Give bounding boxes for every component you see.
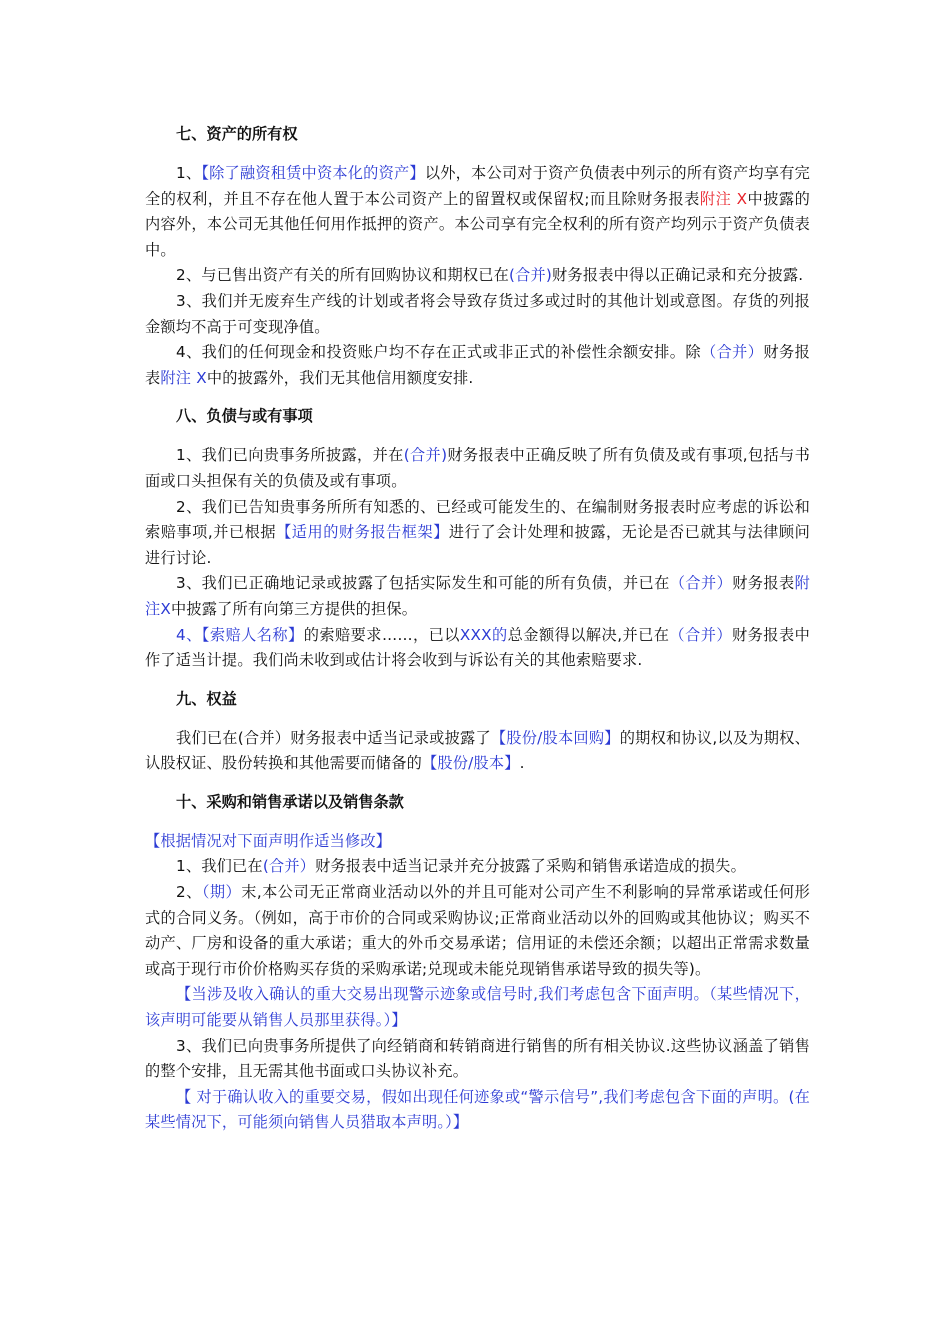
text: 的索赔要求……，已以 bbox=[303, 625, 460, 644]
section-heading-7: 七、资产的所有权 bbox=[176, 125, 298, 143]
sec8-para-3 bbox=[145, 571, 810, 622]
text: 4、我们的任何现金和投资账户均不存在正式或非正式的补偿性余额安排。除 bbox=[176, 343, 701, 362]
text: 财务报表 bbox=[732, 574, 795, 593]
text: 的期权和协议,以及为期权、认股权证、股份转换和其他需要而储备的 bbox=[145, 728, 810, 773]
text: 总金额得以解决,并已在 bbox=[507, 625, 670, 644]
sec10-para-1 bbox=[145, 854, 810, 880]
text: . bbox=[519, 754, 525, 773]
text: 3、我们已正确地记录或披露了包括实际发生和可能的所有负债，并已在 bbox=[176, 574, 670, 593]
sec9-para-1 bbox=[145, 726, 810, 777]
placeholder-text: 【除了融资租赁中资本化的资产】 bbox=[201, 164, 425, 182]
sec8-para-4 bbox=[145, 623, 810, 674]
text: 2、与已售出资产有关的所有回购协议和期权已在 bbox=[176, 266, 510, 285]
text: 财务报表中得以正确记录和充分披露. bbox=[552, 266, 804, 285]
note-reference: 附注X bbox=[145, 574, 810, 618]
text: 财务报表中作了适当计提。我们尚未收到或估计将会收到与诉讼有关的其他索赔要求. bbox=[145, 625, 810, 670]
sec10-para-3: 3、我们已向贵事务所提供了向经销商和转销商进行销售的所有相关协议.这些协议涵盖了销售的整个安排，且无需其他书面或口头协议补充。 bbox=[145, 1036, 810, 1081]
placeholder-text: 【适用的财务报告框架】 bbox=[276, 523, 449, 542]
sec7-para-1 bbox=[145, 161, 810, 263]
sec10-para-2 bbox=[145, 880, 810, 982]
sec8-para-1 bbox=[145, 443, 810, 494]
placeholder-text: (合并） bbox=[262, 857, 316, 876]
document-page bbox=[145, 122, 810, 1136]
text: 以外，本公司对于资产负债表中列示的所有资产均享有完全的权利，并且不存在他人置于本公司资产上的留置权或保留权;而且除财务报表 bbox=[145, 164, 810, 208]
placeholder-text: (合并) bbox=[509, 266, 553, 285]
sec7-para-4 bbox=[145, 340, 810, 391]
placeholder-text: 【股份/股本回购】 bbox=[490, 728, 620, 747]
section-heading-8: 八、负债与或有事项 bbox=[176, 407, 313, 426]
text: 1、我们已在 bbox=[176, 857, 263, 876]
note-reference: 附注 X bbox=[699, 189, 748, 208]
placeholder-text: （期） bbox=[201, 883, 242, 902]
sec10-note-1: 【根据情况对下面声明作适当修改】 bbox=[145, 831, 392, 850]
sec7-para-3: 3、我们并无废弃生产线的计划或者将会导致存货过多或过时的其他计划或意图。存货的列报金额均不高于可变现净值。 bbox=[145, 291, 810, 336]
sec7-para-2 bbox=[145, 263, 810, 289]
text: 1、我们已向贵事务所披露，并在 bbox=[176, 446, 404, 465]
placeholder-text: 【股份/股本】 bbox=[421, 754, 520, 773]
text: 中披露了所有向第三方提供的担保。 bbox=[171, 599, 418, 618]
placeholder-text: (合并) bbox=[403, 446, 448, 465]
note-reference: 附注 X bbox=[160, 368, 207, 387]
text: 2、 bbox=[176, 883, 202, 902]
text: 末,本公司无正常商业活动以外的并且可能对公司产生不利影响的异常承诺或任何形式的合同义务。（例如，高于市价的合同或采购协议;正常商业活动以外的回购或其他协议；购买不动产、厂房和设备的重大承诺；重大的外币交易承诺；信用证的未偿还余额；以超出正常需求数量或高于现行市价价格购买存货的采购承诺;兑现或未能兑现销售承诺导致的损失等)。 bbox=[145, 883, 810, 978]
sec8-para-2 bbox=[145, 495, 810, 572]
placeholder-text: XXX的 bbox=[459, 625, 508, 644]
text: 进行了会计处理和披露，无论是否已就其与法律顾问进行讨论. bbox=[145, 523, 810, 567]
section-heading-10: 十、采购和销售承诺以及销售条款 bbox=[176, 792, 404, 811]
placeholder-text: （合并） bbox=[700, 343, 764, 362]
text: 中披露的内容外，本公司无其他任何用作抵押的资产。本公司享有完全权利的所有资产均列示于资产负债表中。 bbox=[145, 189, 810, 259]
text: 财务报表 bbox=[145, 343, 810, 387]
text: 中的披露外，我们无其他信用额度安排. bbox=[206, 368, 474, 387]
text: 2、我们已告知贵事务所所有知悉的、已经或可能发生的、在编制财务报表时应考虑的诉讼和索赔事项,并已根据 bbox=[145, 497, 810, 542]
placeholder-text: （合并） bbox=[669, 625, 733, 644]
section-heading-9: 九、权益 bbox=[176, 689, 237, 708]
text: 1、 bbox=[176, 164, 202, 182]
placeholder-text: （合并） bbox=[669, 574, 733, 593]
text: 我们已在(合并）财务报表中适当记录或披露了 bbox=[176, 728, 491, 747]
text: 财务报表中适当记录并充分披露了采购和销售承诺造成的损失。 bbox=[315, 857, 746, 876]
placeholder-text: 4、【索赔人名称】 bbox=[176, 625, 304, 644]
text: 财务报表中正确反映了所有负债及或有事项,包括与书面或口头担保有关的负债及或有事项。 bbox=[145, 446, 810, 490]
sec10-note-3: 【 对于确认收入的重要交易，假如出现任何迹象或“警示信号”,我们考虑包含下面的声明。(在某些情况下，可能须向销售人员猎取本声明。）】 bbox=[145, 1087, 810, 1132]
sec10-note-2: 【当涉及收入确认的重大交易出现警示迹象或信号时,我们考虑包含下面声明。（某些情况下，该声明可能要从销售人员那里获得。）】 bbox=[145, 985, 810, 1030]
